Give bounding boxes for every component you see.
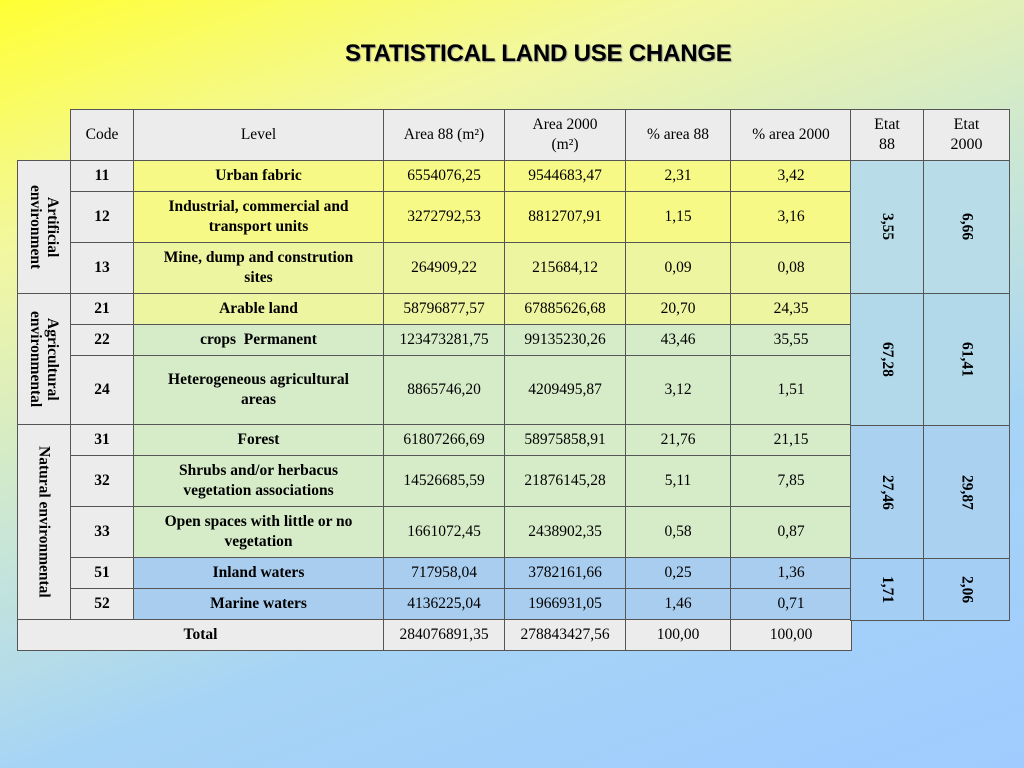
header-code: Code (71, 110, 134, 161)
total-label: Total (18, 620, 384, 651)
table-row: 22 crops Permanent 123473281,75 99135230,26 43,46 35,55 (18, 325, 852, 356)
table-row: 32 Shrubs and/or herbacus vegetation associations 14526685,59 21876145,28 5,11 7,85 (18, 456, 852, 507)
etat88-waters: 1,71 (850, 558, 924, 621)
etat2000-waters: 2,06 (923, 558, 1010, 621)
header-row (18, 110, 852, 161)
table-row: 12 Industrial, commercial and transport units 3272792,53 8812707,91 1,15 3,16 (18, 192, 852, 243)
group-label-natural: Natural environmental (18, 425, 71, 620)
group-label-agricultural: Agricultural environmental (18, 294, 71, 425)
land-use-table (17, 109, 852, 651)
table-row: Natural environmental 31 Forest 61807266,69 58975858,91 21,76 21,15 (18, 425, 852, 456)
total-pct2000: 100,00 (731, 620, 852, 651)
page-title: STATISTICAL LAND USE CHANGE (345, 40, 732, 67)
etat2000-agricultural: 61,41 (923, 293, 1010, 426)
group-label-artificial: Artificial environment (18, 161, 71, 294)
total-pct88: 100,00 (626, 620, 731, 651)
table-row: 52 Marine waters 4136225,04 1966931,05 1,46 0,71 (18, 589, 852, 620)
table-row: Artificial environment 11 Urban fabric 6554076,25 9544683,47 2,31 3,42 (18, 161, 852, 192)
etat88-agricultural: 67,28 (850, 293, 924, 426)
etat88-artificial: 3,55 (850, 160, 924, 294)
header-level: Level (134, 110, 384, 161)
table-row: 24 Heterogeneous agricultural areas 8865746,20 4209495,87 3,12 1,51 (18, 356, 852, 425)
table-row: 51 Inland waters 717958,04 3782161,66 0,25 1,36 (18, 558, 852, 589)
etat2000-natural: 29,87 (923, 425, 1010, 559)
header-pct88: % area 88 (626, 110, 731, 161)
table-row: 13 Mine, dump and constrution sites 264909,22 215684,12 0,09 0,08 (18, 243, 852, 294)
table-row: 33 Open spaces with little or no vegetation 1661072,45 2438902,35 0,58 0,87 (18, 507, 852, 558)
total-area2000: 278843427,56 (505, 620, 626, 651)
etat88-natural: 27,46 (850, 425, 924, 559)
total-row (18, 620, 852, 651)
header-area88: Area 88 (m²) (384, 110, 505, 161)
header-etat88: Etat 88 (850, 109, 924, 161)
table-row: Agricultural environmental 21 Arable land 58796877,57 67885626,68 20,70 24,35 (18, 294, 852, 325)
header-etat2000: Etat 2000 (923, 109, 1010, 161)
total-area88: 284076891,35 (384, 620, 505, 651)
header-pct2000: % area 2000 (731, 110, 852, 161)
header-area2000: Area 2000 (m²) (505, 110, 626, 161)
etat2000-artificial: 6,66 (923, 160, 1010, 294)
